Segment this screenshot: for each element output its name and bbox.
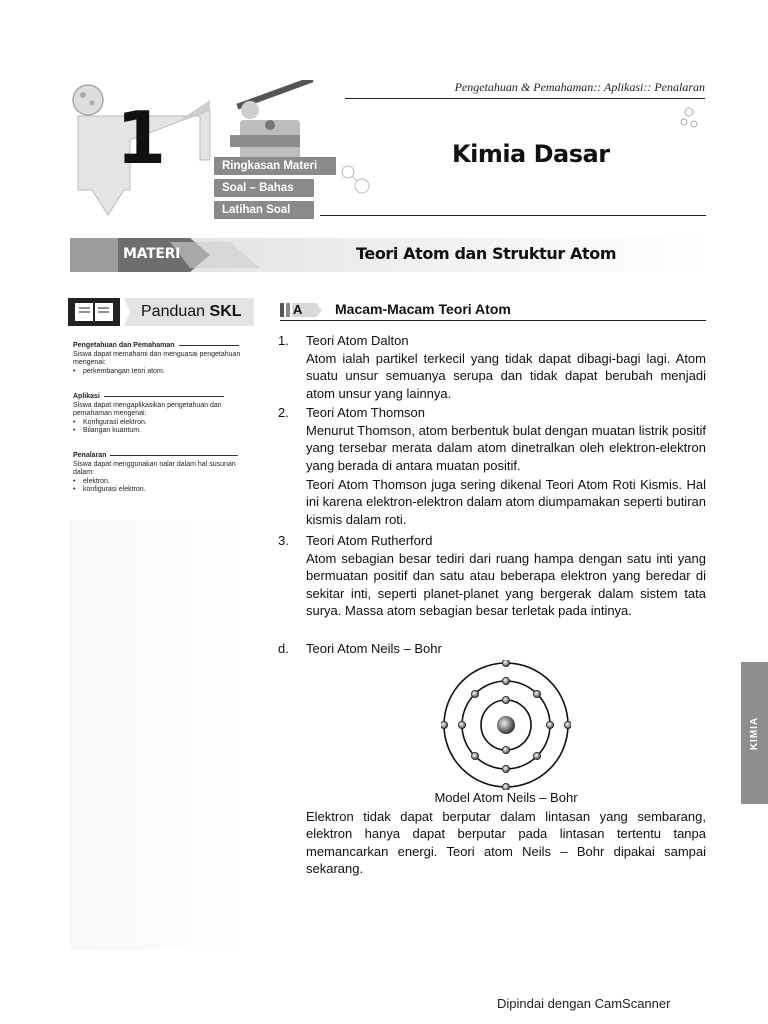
section-a-divider: [280, 320, 706, 321]
skl-heading-rule: [179, 345, 239, 346]
chapter-number: 1: [116, 96, 167, 180]
chapter-header-graphic: [70, 80, 340, 220]
list-item-title: Teori Atom Rutherford: [306, 533, 433, 548]
skl-heading-text: Penalaran: [73, 452, 107, 459]
scan-shading: [70, 520, 250, 950]
materi-title: Teori Atom dan Struktur Atom: [356, 244, 617, 263]
list-item-number: 2.: [278, 405, 289, 420]
side-tab-label: KIMIA: [749, 716, 760, 750]
skl-heading-rule: [110, 455, 238, 456]
skl-text: Siswa dapat menggunakan nalar dalam hal susunan dalam:: [73, 460, 236, 476]
skl-heading: [73, 452, 251, 461]
skl-heading: [73, 342, 251, 351]
list-item-title: Teori Atom Thomson: [306, 405, 425, 420]
skl-bullet: • elektron.: [73, 478, 251, 487]
molecule-icon: [338, 160, 372, 200]
skl-heading-text: Aplikasi: [73, 393, 100, 400]
menu-item-soal-bahas[interactable]: Soal – Bahas: [214, 179, 314, 197]
bohr-atom-model-diagram: [441, 660, 571, 790]
breadcrumb: Pengetahuan & Pemahaman:: Aplikasi:: Penalaran: [454, 80, 705, 94]
list-item-paragraph: Teori Atom Thomson juga sering dikenal Teori Atom Roti Kismis. Hal ini karena elektron-elektron dalam atom diumpamakan seperti butiran kismis dalam roti.: [306, 477, 706, 527]
header-divider: [345, 98, 705, 99]
skl-section-pengetahuan: [73, 342, 251, 376]
skl-heading-rule: [104, 396, 224, 397]
list-item-number: 1.: [278, 333, 289, 348]
figure-caption: Model Atom Neils – Bohr: [434, 790, 578, 805]
panduan-skl-label: [141, 303, 242, 321]
list-item-paragraph: Menurut Thomson, atom berbentuk bulat dengan muatan listrik positif yang tersebar merata dalam atom dinetralkan oleh elektron-elektron yang berada di antara muatan positif.: [306, 423, 706, 473]
skl-bullet: • perkembangan teori atom.: [73, 368, 251, 377]
skl-section-penalaran: [73, 452, 251, 495]
list-item-paragraph: Atom sebagian besar tediri dari ruang hampa dengan satu inti yang bermuatan positif dan satu atau beberapa elektron yang beredar di sekitar inti, seperti planet-planet yang bergerak dalam sistem tata surya. Massa atom sebagian besar terletak pada intinya.: [306, 551, 706, 618]
header-bottom-divider: [320, 215, 706, 216]
skl-text: Siswa dapat memahami dan menguasai pengetahuan mengenai:: [73, 350, 241, 366]
materi-label: MATERI: [123, 246, 180, 262]
list-item-title: Teori Atom Neils – Bohr: [306, 641, 442, 656]
list-item-title: Teori Atom Dalton: [306, 333, 409, 348]
skl-section-aplikasi: [73, 393, 251, 436]
skl-bullet: • Konfigurasi elektron.: [73, 419, 251, 428]
chapter-arrow-graphic: [70, 80, 340, 220]
flask-icon: [678, 104, 700, 130]
panduan-label-prefix: Panduan: [141, 303, 210, 320]
skl-bullet: • konfigurasi elektron.: [73, 486, 251, 495]
list-item-number: d.: [278, 641, 289, 656]
side-tab-label-wrap: [741, 662, 768, 804]
page-title: Kimia Dasar: [452, 140, 610, 168]
scanner-watermark: Dipindai dengan CamScanner: [497, 996, 671, 1011]
section-a-title: Macam-Macam Teori Atom: [335, 301, 511, 317]
list-item-paragraph: Atom ialah partikel terkecil yang tidak dapat dibagi-bagi lagi. Atom suatu unsur semuanya serupa dan tidak dapat berubah menjadi atom unsur yang lainnya.: [306, 351, 706, 401]
list-item-number: 3.: [278, 533, 289, 548]
section-a-letter: A: [293, 302, 303, 317]
skl-bullet: • Bilangan kuantum.: [73, 427, 251, 436]
bohr-paragraph: Elektron tidak dapat berputar dalam lintasan yang sembarang, elektron hanya dapat berputar pada lintasan tertentu tanpa memancarkan energi. Teori atom Neils – Bohr dipakai sampai sekarang.: [306, 809, 706, 876]
skl-heading-text: Pengetahuan dan Pemahaman: [73, 342, 175, 349]
menu-item-latihan-soal[interactable]: Latihan Soal: [214, 201, 314, 219]
skl-heading: [73, 393, 251, 402]
panduan-label-bold: SKL: [209, 303, 242, 320]
menu-item-ringkasan-materi[interactable]: Ringkasan Materi: [214, 157, 336, 175]
skl-text: Siswa dapat mengaplikasikan pengetahuan dan pemahaman mengenai:: [73, 401, 222, 417]
